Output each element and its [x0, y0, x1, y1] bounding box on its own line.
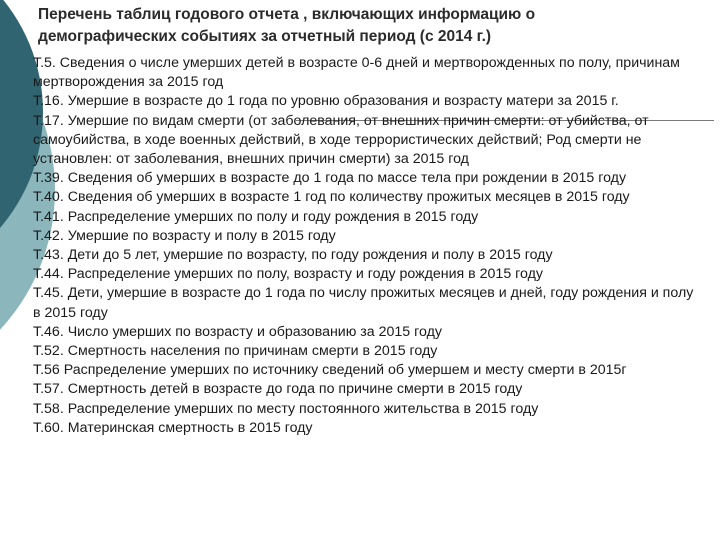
list-item: Т.52. Смертность населения по причинам смерти в 2015 году — [33, 343, 438, 360]
list-item: Т.39. Сведения об умерших в возрасте до 1 года по массе тела при рождении в 2015 году — [33, 170, 627, 187]
list-item: Т.57. Смертность детей в возрасте до года по причине смерти в 2015 году — [33, 381, 523, 398]
table-list — [33, 54, 703, 438]
list-item: Т.41. Распределение умерших по полу и году рождения в 2015 году — [33, 208, 479, 225]
list-item: Т.42. Умершие по возрасту и полу в 2015 году — [33, 227, 336, 244]
list-item: Т.56 Распределение умерших по источнику сведений об умершем и месту смерти в 2015г — [33, 362, 627, 379]
list-item: Т.40. Сведения об умерших в возрасте 1 год по количеству прожитых месяцев в 2015 году — [33, 189, 630, 206]
list-item: Т.60. Материнская смертность в 2015 году — [33, 419, 313, 436]
list-item: Т.17. Умершие по видам смерти (от заболевания, от внешних причин смерти: от убийства, от самоубийства, в ходе военных действий, в ходе террористических действий; Род смерти не установлен: от заболевания, внешних причин смерти) за 2015 год — [33, 112, 649, 168]
list-item: Т.45. Дети, умершие в возрасте до 1 года по числу прожитых месяцев и дней, году рождения и полу в 2015 году — [33, 285, 694, 321]
list-item: Т.16. Умершие в возрасте до 1 года по уровню образования и возрасту матери за 2015 г. — [33, 93, 619, 110]
list-item: Т.43. Дети до 5 лет, умершие по возрасту, по году рождения и полу в 2015 году — [33, 247, 553, 264]
list-item: Т.58. Распределение умерших по месту постоянного жительства в 2015 году — [33, 400, 539, 417]
list-item: Т.5. Сведения о числе умерших детей в возрасте 0-6 дней и мертворожденных по полу, причинам мертворождения за 2015 год — [33, 55, 680, 91]
list-item: Т.46. Число умерших по возрасту и образованию за 2015 году — [33, 323, 442, 340]
slide-title: Перечень таблиц годового отчета , включающих информацию о демографических событиях за отчетный период (с 2014 г.) — [38, 6, 536, 45]
list-item: Т.44. Распределение умерших по полу, возрасту и году рождения в 2015 году — [33, 266, 543, 283]
